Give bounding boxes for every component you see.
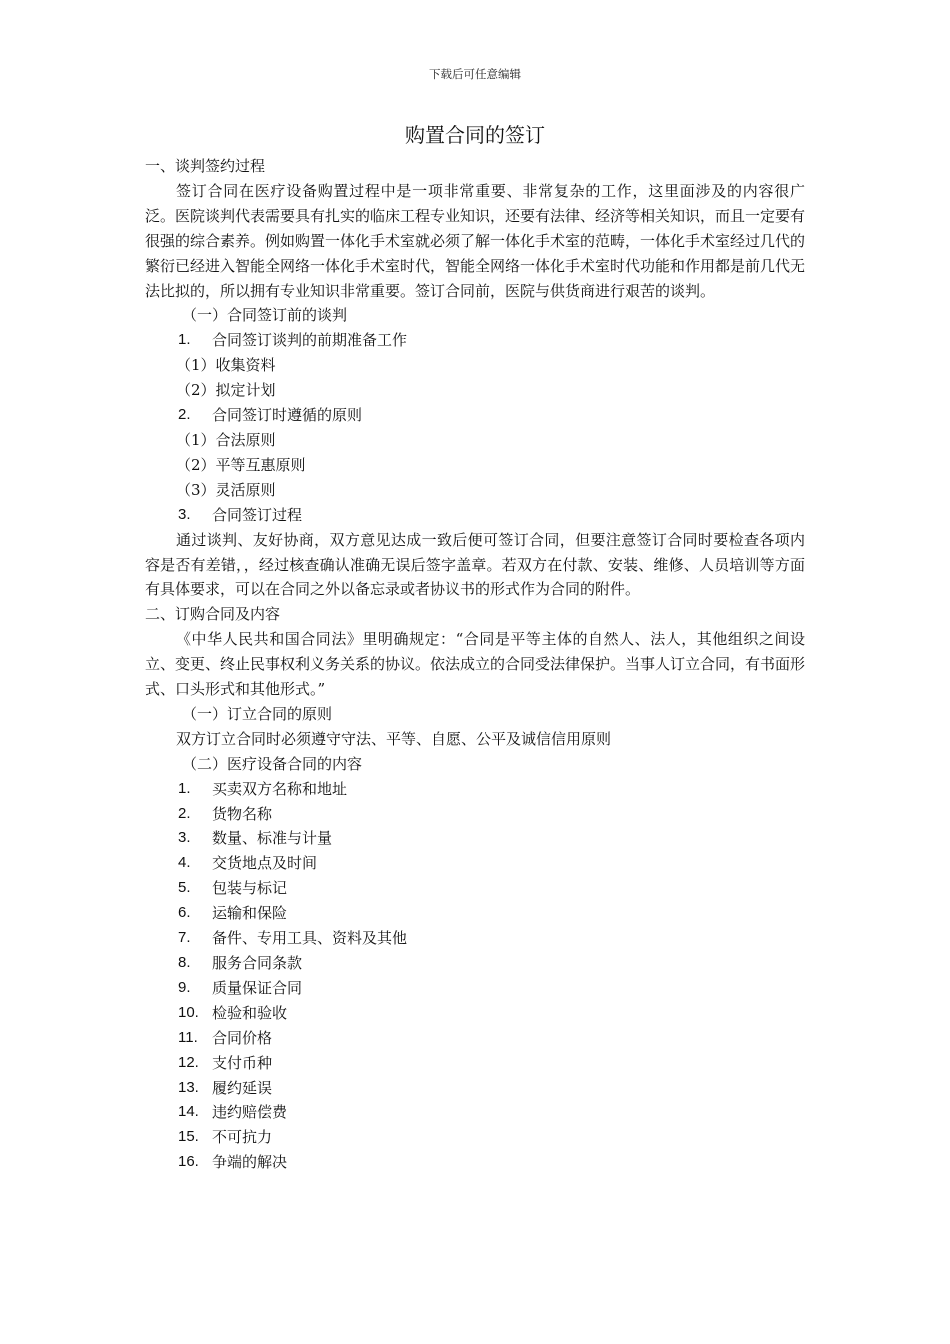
list-item [145,1076,805,1101]
paragraph: 《中华人民共和国合同法》里明确规定：“合同是平等主体的自然人、法人，其他组织之间设立、变更、终止民事权利义务关系的协议。依法成立的合同受法律保护。当事人订立合同，有书面形式、口头形式和其他形式。” [145,630,806,699]
contract-items-list [145,777,805,1176]
item-number: 2. [178,406,191,424]
list-item [145,826,805,851]
list-item [145,802,805,827]
sub-item: （2）拟定计划 [176,381,276,400]
item-number: 3. [178,829,191,847]
list-item [145,1125,805,1150]
list-item [145,951,805,976]
page-header: 下载后可任意编辑 [429,67,521,81]
item-number: 1. [178,331,191,349]
item-number: 2. [178,804,191,822]
item-number: 4. [178,854,191,872]
subsection-heading: （二）医疗设备合同的内容 [182,754,363,773]
item-number: 6. [178,904,191,922]
list-item [145,1026,805,1051]
item-text: 合同价格 [212,1028,273,1047]
subsection-heading: （一）订立合同的原则 [182,704,333,723]
item-text: 质量保证合同 [212,978,303,997]
item-text: 争端的解决 [212,1153,288,1172]
item-text: 买卖双方名称和地址 [212,779,348,798]
item-number: 3. [178,505,191,523]
list-item [145,851,805,876]
item-text: 支付币种 [212,1053,273,1072]
list-item [145,777,805,802]
item-number: 5. [178,879,191,897]
item-number: 16. [178,1153,199,1171]
item-text: 包装与标记 [212,879,288,898]
item-text: 货物名称 [212,804,273,823]
list-item [145,1051,805,1076]
item-number: 14. [178,1103,199,1121]
item-text: 违约赔偿费 [212,1103,288,1122]
item-number: 15. [178,1128,199,1146]
item-text: 服务合同条款 [212,954,303,972]
item-number: 7. [178,929,191,947]
list-item [145,976,805,1001]
item-text: 备件、专用工具、资料及其他 [212,929,408,948]
sub-item: （1）收集资料 [176,356,276,375]
sub-item: （1）合法原则 [176,430,276,449]
item-number: 13. [178,1078,199,1096]
numbered-item [145,328,805,353]
list-item [145,1001,805,1026]
list-item [145,901,805,926]
paragraph: 签订合同在医疗设备购置过程中是一项非常重要、非常复杂的工作，这里面涉及的内容很广泛。医院谈判代表需要具有扎实的临床工程专业知识，还要有法律、经济等相关知识，而且一定要有很强的综合素养。例如购置一体化手术室就必须了解一体化手术室的范畴，一体化手术室经过几代的繁衍已经进入智能全网络一体化手术室时代，智能全网络一体化手术室时代功能和作用都是前几代无法比拟的，所以拥有专业知识非常重要。签订合同前，医院与供货商进行艰苦的谈判。 [145,181,806,300]
item-number: 11. [178,1028,198,1046]
sub-item: （2）平等互惠原则 [176,455,306,474]
sub-item: （3）灵活原则 [176,480,276,499]
item-text: 运输和保险 [212,904,288,923]
list-item [145,926,805,951]
item-text: 检验和验收 [212,1003,288,1022]
item-text: 合同签订谈判的前期准备工作 [212,331,408,350]
paragraph: 通过谈判、友好协商，双方意见达成一致后便可签订合同，但要注意签订合同时要检查各项内容是否有差错，，经过核查确认准确无误后签字盖章。若双方在付款、安装、维修、人员培训等方面有具体要求，可以在合同之外以备忘录或者协议书的形式作为合同的附件。 [145,530,805,599]
item-text: 履约延误 [212,1078,273,1097]
item-number: 1. [178,779,191,797]
paragraph: 双方订立合同时必须遵守守法、平等、自愿、公平及诚信信用原则 [176,729,612,748]
section-heading: 一、谈判签约过程 [145,157,266,175]
list-item [145,1150,805,1175]
item-text: 交货地点及时间 [212,854,318,873]
item-number: 9. [178,978,191,996]
document-title: 购置合同的签订 [405,123,545,147]
item-number: 8. [178,954,191,971]
numbered-item [145,403,805,428]
list-item [145,876,805,901]
item-text: 数量、标准与计量 [212,829,333,848]
subsection-heading: （一）合同签订前的谈判 [182,306,348,325]
document-body [145,120,805,1175]
list-item [145,1100,805,1125]
item-number: 10. [178,1003,199,1021]
item-text: 合同签订时遵循的原则 [212,406,363,425]
item-text: 不可抗力 [212,1128,273,1147]
item-text: 合同签订过程 [212,505,303,524]
numbered-item [145,503,805,528]
section-heading: 二、订购合同及内容 [145,605,281,624]
item-number: 12. [178,1053,199,1071]
